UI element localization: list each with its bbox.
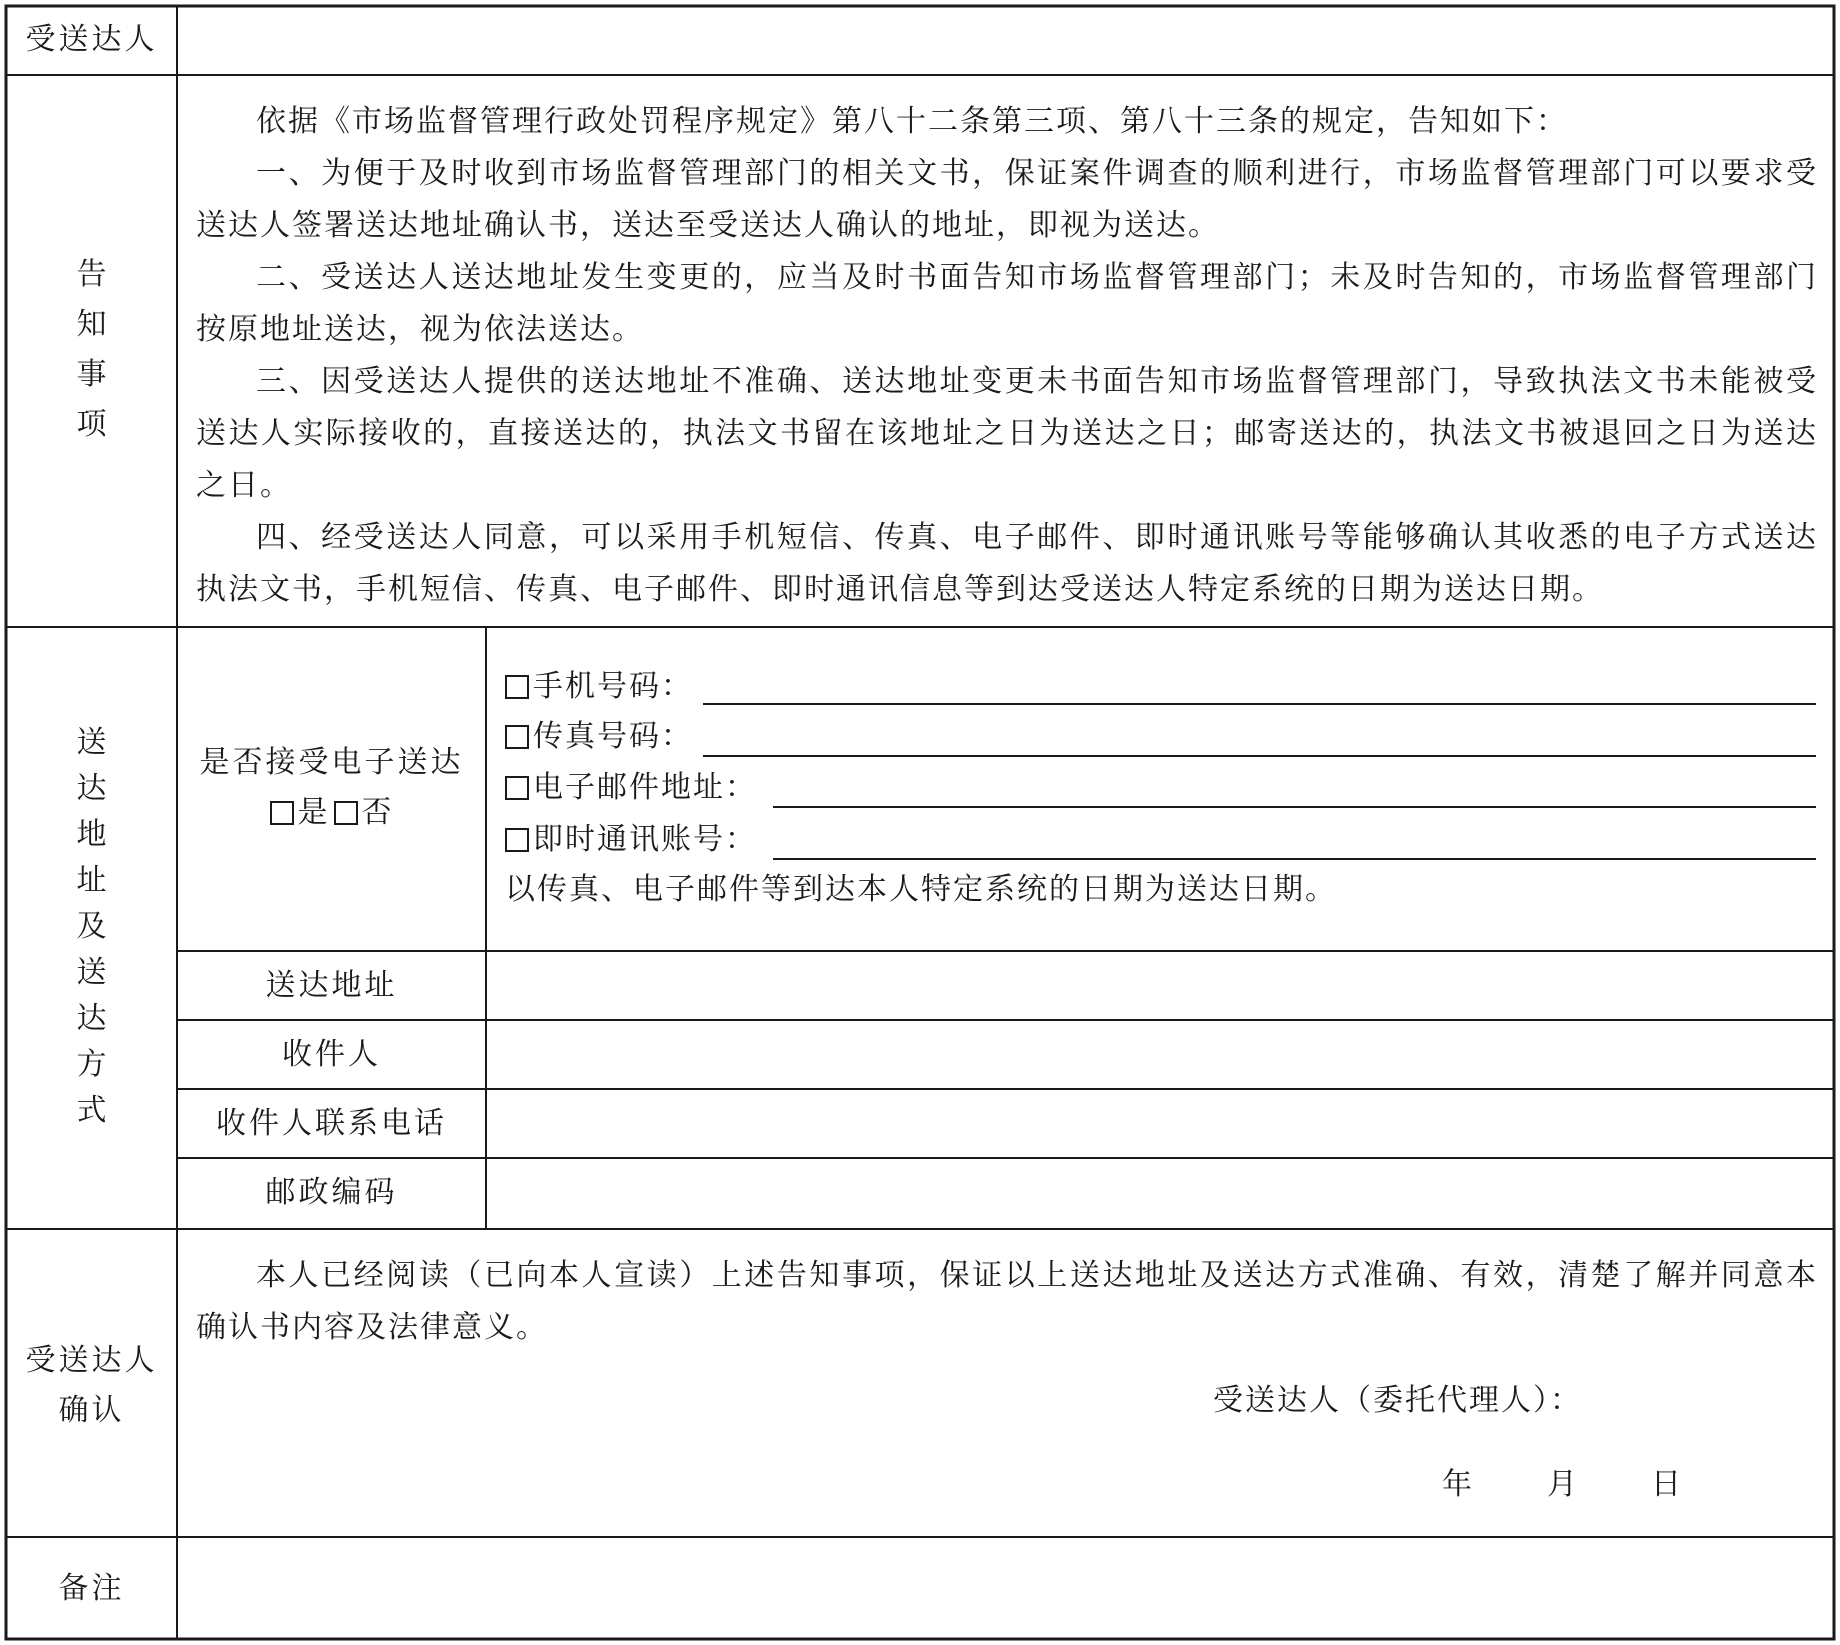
notice-label-char: 知: [76, 307, 107, 342]
notice-vertical-label: [6, 250, 177, 450]
email-address-checkbox[interactable]: [505, 776, 529, 800]
email-address-field[interactable]: [773, 806, 1816, 808]
delivery-label-char: 式: [76, 1093, 107, 1128]
recipient-value-field[interactable]: [179, 8, 1832, 73]
im-account-field[interactable]: [773, 858, 1816, 860]
no-checkbox[interactable]: [334, 801, 358, 825]
im-account-option: [505, 820, 757, 860]
confirm-signer-label: 受送达人（委托代理人）：: [1213, 1383, 1582, 1418]
confirm-label: [6, 1336, 177, 1436]
notice-label-char: 项: [76, 407, 107, 442]
confirm-month-label: 月: [1547, 1467, 1579, 1502]
remarks-field[interactable]: [179, 1539, 1832, 1637]
delivery-label-char: 送: [76, 725, 107, 760]
notice-paragraph: 一、为便于及时收到市场监督管理部门的相关文书，保证案件调查的顺利进行，市场监督管理部门可以要求受送达人签署送达地址确认书，送达至受送达人确认的地址，即视为送达。: [196, 156, 1818, 243]
fax-number-checkbox[interactable]: [505, 725, 529, 749]
delivery-label-char: 及: [76, 909, 107, 944]
postcode-field[interactable]: [488, 1160, 1832, 1227]
delivery-label-char: 达: [76, 1001, 107, 1036]
fax-number-option: [505, 717, 693, 757]
remarks-label: 备注: [58, 1571, 125, 1606]
mobile-number-option: [505, 667, 693, 707]
mobile-number-label: 手机号码：: [533, 669, 693, 704]
fax-number-label: 传真号码：: [533, 719, 693, 754]
delivery-label-char: 地: [76, 817, 107, 852]
recipient-name-field[interactable]: [488, 1022, 1832, 1088]
yes-label: 是: [297, 795, 330, 830]
recipient-name-label: 收件人: [282, 1037, 381, 1072]
delivery-address-label: 送达地址: [265, 968, 398, 1003]
electronic-delivery-question: 是否接受电子送达: [199, 745, 464, 780]
delivery-label-char: 址: [76, 863, 107, 898]
email-address-label: 电子邮件地址：: [533, 770, 757, 805]
recipient-phone-label: 收件人联系电话: [216, 1106, 447, 1141]
delivery-label-char: 方: [76, 1047, 107, 1082]
postcode-label: 邮政编码: [265, 1175, 398, 1210]
confirm-label-line-1: 受送达人: [25, 1343, 158, 1378]
delivery-label-char: 送: [76, 955, 107, 990]
im-account-label: 即时通讯账号：: [533, 822, 757, 857]
email-address-option: [505, 768, 757, 808]
delivery-label-char: 达: [76, 771, 107, 806]
im-account-checkbox[interactable]: [505, 828, 529, 852]
notice-body: [196, 96, 1818, 616]
notice-paragraph: 依据《市场监督管理行政处罚程序规定》第八十二条第三项、第八十三条的规定，告知如下：: [256, 104, 1568, 139]
electronic-delivery-choice: [177, 793, 486, 833]
confirm-day-label: 日: [1651, 1467, 1683, 1502]
fax-number-field[interactable]: [703, 755, 1816, 757]
delivery-vertical-label: [6, 720, 177, 1134]
confirm-label-line-2: 确认: [58, 1393, 125, 1428]
confirm-statement: [196, 1250, 1818, 1354]
mobile-number-field[interactable]: [703, 703, 1816, 705]
yes-checkbox[interactable]: [270, 801, 294, 825]
recipient-phone-field[interactable]: [488, 1091, 1832, 1157]
notice-label-char: 告: [76, 257, 107, 292]
confirm-year-label: 年: [1442, 1467, 1474, 1502]
notice-paragraph: 三、因受送达人提供的送达地址不准确、送达地址变更未书面告知市场监督管理部门，导致执法文书未能被受送达人实际接收的，直接送达的，执法文书留在该地址之日为送达之日；邮寄送达的，执法文书被退回之日为送达之日。: [196, 364, 1818, 503]
delivery-address-field[interactable]: [488, 953, 1832, 1019]
electronic-delivery-note: 以传真、电子邮件等到达本人特定系统的日期为送达日期。: [505, 872, 1337, 907]
notice-paragraph: 四、经受送达人同意，可以采用手机短信、传真、电子邮件、即时通讯账号等能够确认其收悉的电子方式送达执法文书，手机短信、传真、电子邮件、即时通讯信息等到达受送达人特定系统的日期为送达日期。: [196, 520, 1818, 607]
recipient-header-label: 受送达人: [25, 22, 158, 57]
mobile-number-checkbox[interactable]: [505, 675, 529, 699]
notice-paragraph: 二、受送达人送达地址发生变更的，应当及时书面告知市场监督管理部门；未及时告知的，市场监督管理部门按原地址送达，视为依法送达。: [196, 260, 1818, 347]
notice-label-char: 事: [76, 357, 107, 392]
no-label: 否: [361, 795, 394, 830]
confirm-statement-text: 本人已经阅读（已向本人宣读）上述告知事项，保证以上送达地址及送达方式准确、有效，清楚了解并同意本确认书内容及法律意义。: [196, 1258, 1818, 1345]
